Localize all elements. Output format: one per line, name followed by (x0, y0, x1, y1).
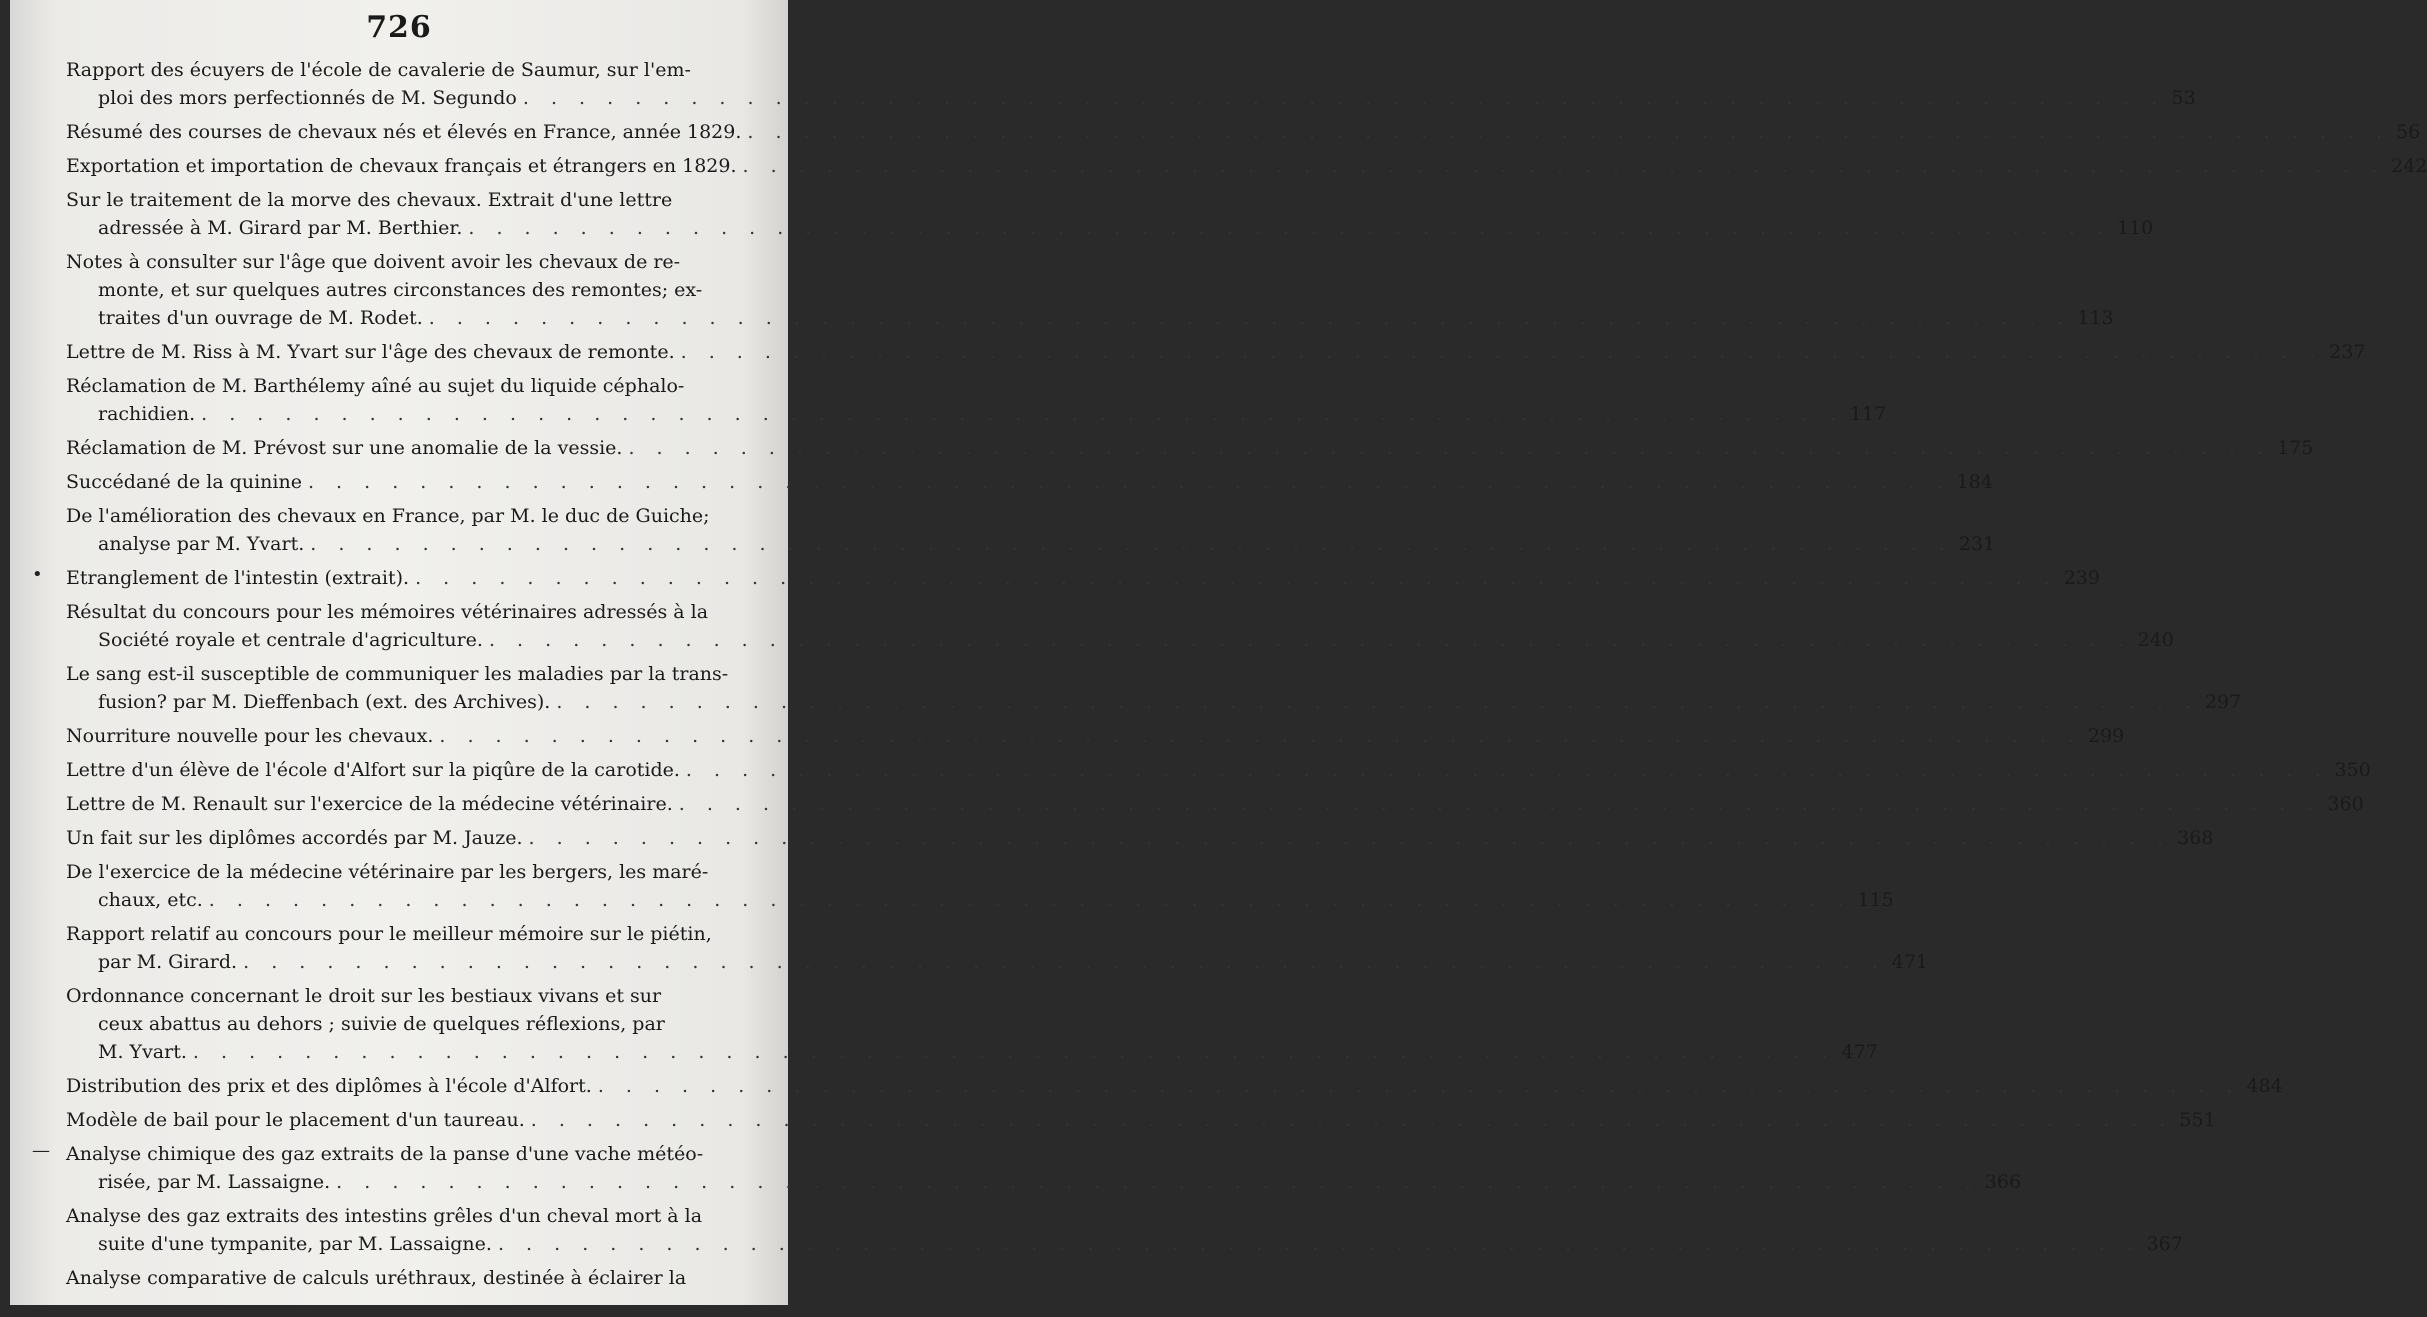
leader-dots (439, 722, 2082, 750)
entry-page-number: 239 (2063, 567, 2100, 589)
entry-text-line: rachidien. (98, 403, 196, 425)
entry-text-line: Exportation et importation de chevaux français et étrangers en 1829. (66, 155, 737, 177)
leader-dots (336, 1168, 1979, 1196)
toc-entry (66, 1202, 2183, 1258)
toc-entry (66, 1106, 2216, 1134)
toc-entry (66, 152, 2427, 180)
table-of-contents (32, 56, 2427, 1298)
entry-text-line: Analyse chimique des gaz extraits de la panse d'une vache météo- (66, 1143, 704, 1165)
leader-dots (681, 338, 2324, 366)
entry-text-line: De l'amélioration des chevaux en France, par M. le duc de Guiche; (66, 505, 710, 527)
toc-entry (66, 920, 1929, 976)
leader-dots (679, 790, 2322, 818)
leader-dots (686, 756, 2329, 784)
toc-entry (66, 722, 2125, 750)
toc-entry (66, 118, 2421, 146)
entry-page-number: 240 (2137, 629, 2174, 651)
margin-mark: — (32, 1140, 50, 1161)
leader-dots (523, 84, 2166, 112)
entry-text-line: Lettre de M. Renault sur l'exercice de la médecine vétérinaire. (66, 793, 673, 815)
toc-entry (66, 248, 2114, 332)
entry-text-line: ploi des mors perfectionnés de M. Segundo (98, 87, 517, 109)
toc-entry (66, 858, 1894, 914)
toc-entry (66, 824, 2214, 852)
toc-entry (66, 1264, 778, 1292)
scanned-page (10, 0, 2427, 1305)
toc-entry (66, 186, 2154, 242)
leader-dots (556, 688, 2199, 716)
toc-entry (66, 372, 1887, 428)
leader-dots (747, 118, 2390, 146)
entry-text-line: Rapport des écuyers de l'école de cavalerie de Saumur, sur l'em- (66, 59, 691, 81)
toc-entry (66, 660, 2242, 716)
entry-text-line: Nourriture nouvelle pour les chevaux. (66, 725, 434, 747)
entry-text-line: Réclamation de M. Barthélemy aîné au sujet du liquide céphalo- (66, 375, 685, 397)
leader-dots (429, 304, 2072, 332)
entry-text-line: suite d'une tympanite, par M. Lassaigne. (98, 1233, 492, 1255)
leader-dots (209, 886, 1852, 914)
toc-entry (66, 468, 1993, 496)
toc-entry (66, 56, 2196, 112)
entry-text-line: Sur le traitement de la morve des chevaux. Extrait d'une lettre (66, 189, 673, 211)
entry-text-line: Lettre de M. Riss à M. Yvart sur l'âge des chevaux de remonte. (66, 341, 675, 363)
leader-dots (468, 214, 2111, 242)
toc-entry (66, 434, 2314, 462)
entry-text-line: Analyse des gaz extraits des intestins grêles d'un cheval mort à la (66, 1205, 703, 1227)
entry-page-number: 477 (1841, 1041, 1878, 1063)
toc-entry (66, 790, 2364, 818)
toc-entry (32, 564, 2100, 592)
entry-text-line: par M. Girard. (98, 951, 238, 973)
entry-text-line: Modèle de bail pour le placement d'un taureau. (66, 1109, 525, 1131)
toc-entry (66, 598, 2174, 654)
toc-entry (66, 338, 2366, 366)
entry-page-number: 299 (2088, 725, 2125, 747)
leader-dots (531, 1106, 2174, 1134)
entry-page-number: 56 (2396, 121, 2421, 143)
entry-text-line: Notes à consulter sur l'âge que doivent avoir les chevaux de re- (66, 251, 681, 273)
entry-page-number: 350 (2334, 759, 2371, 781)
entry-text-line: Etranglement de l'intestin (extrait). (66, 567, 410, 589)
entry-page-number: 53 (2171, 87, 2196, 109)
entry-text-line: adressée à M. Girard par M. Berthier. (98, 217, 463, 239)
leader-dots (489, 626, 2132, 654)
entry-page-number: 184 (1956, 471, 1993, 493)
entry-text-line: traites d'un ouvrage de M. Rodet. (98, 307, 423, 329)
entry-page-number: 175 (2277, 437, 2314, 459)
entry-page-number: 113 (2077, 307, 2114, 329)
entry-text-line: fusion? par M. Dieffenbach (ext. des Archives). (98, 691, 551, 713)
entry-page-number: 242 (2391, 155, 2427, 177)
entry-text-line: Résultat du concours pour les mémoires vétérinaires adressés à la (66, 601, 709, 623)
entry-text-line: Lettre d'un élève de l'école d'Alfort sur la piqûre de la carotide. (66, 759, 680, 781)
entry-page-number: 484 (2246, 1075, 2283, 1097)
entry-text-line: M. Yvart. (98, 1041, 187, 1063)
entry-page-number: 366 (1984, 1171, 2022, 1193)
leader-dots (598, 1072, 2241, 1100)
entry-text-line: Résumé des courses de chevaux nés et élevés en France, année 1829. (66, 121, 742, 143)
leader-dots (308, 468, 1951, 496)
entry-page-number: 115 (1857, 889, 1894, 911)
margin-mark: • (32, 564, 43, 585)
toc-entry (66, 1072, 2283, 1100)
entry-page-number: 360 (2327, 793, 2364, 815)
page-number: 726 (366, 10, 432, 45)
entry-page-number: 297 (2204, 691, 2242, 713)
leader-dots (310, 530, 1953, 558)
toc-entry (32, 1140, 2022, 1196)
entry-page-number: 237 (2329, 341, 2366, 363)
entry-page-number: 231 (1958, 533, 1996, 555)
entry-text-line: risée, par M. Lassaigne. (98, 1171, 331, 1193)
toc-entry (66, 982, 1878, 1066)
entry-text-line: De l'exercice de la médecine vétérinaire par les bergers, les maré- (66, 861, 709, 883)
toc-entry (66, 756, 2371, 784)
leader-dots (498, 1230, 2141, 1258)
entry-page-number: 367 (2146, 1233, 2183, 1255)
leader-dots (529, 824, 2172, 852)
leader-dots (243, 948, 1886, 976)
entry-text-line: Distribution des prix et des diplômes à l'école d'Alfort. (66, 1075, 592, 1097)
toc-entry (66, 502, 1996, 558)
entry-text-line: Ordonnance concernant le droit sur les bestiaux vivans et sur (66, 985, 662, 1007)
entry-text-line: ceux abattus au dehors ; suivie de quelques réflexions, par (98, 1013, 665, 1035)
entry-text-line: Le sang est-il susceptible de communiquer les maladies par la trans- (66, 663, 729, 685)
entry-page-number: 551 (2179, 1109, 2216, 1131)
leader-dots (743, 152, 2386, 180)
leader-dots (628, 434, 2271, 462)
leader-dots (193, 1038, 1836, 1066)
entry-page-number: 117 (1849, 403, 1887, 425)
entry-text-line: analyse par M. Yvart. (98, 533, 305, 555)
leader-dots (201, 400, 1844, 428)
entry-text-line: Analyse comparative de calculs uréthraux, destinée à éclairer la (66, 1267, 687, 1289)
entry-text-line: Société royale et centrale d'agriculture. (98, 629, 483, 651)
entry-text-line: Un fait sur les diplômes accordés par M. Jauze. (66, 827, 523, 849)
entry-text-line: Rapport relatif au concours pour le meilleur mémoire sur le piétin, (66, 923, 712, 945)
entry-text-line: Réclamation de M. Prévost sur une anomalie de la vessie. (66, 437, 623, 459)
entry-page-number: 368 (2177, 827, 2214, 849)
entry-text-line: monte, et sur quelques autres circonstances des remontes; ex- (98, 279, 703, 301)
entry-text-line: Succédané de la quinine (66, 471, 302, 493)
leader-dots (415, 564, 2058, 592)
entry-text-line: chaux, etc. (98, 889, 203, 911)
entry-page-number: 471 (1891, 951, 1929, 973)
entry-page-number: 110 (2117, 217, 2154, 239)
